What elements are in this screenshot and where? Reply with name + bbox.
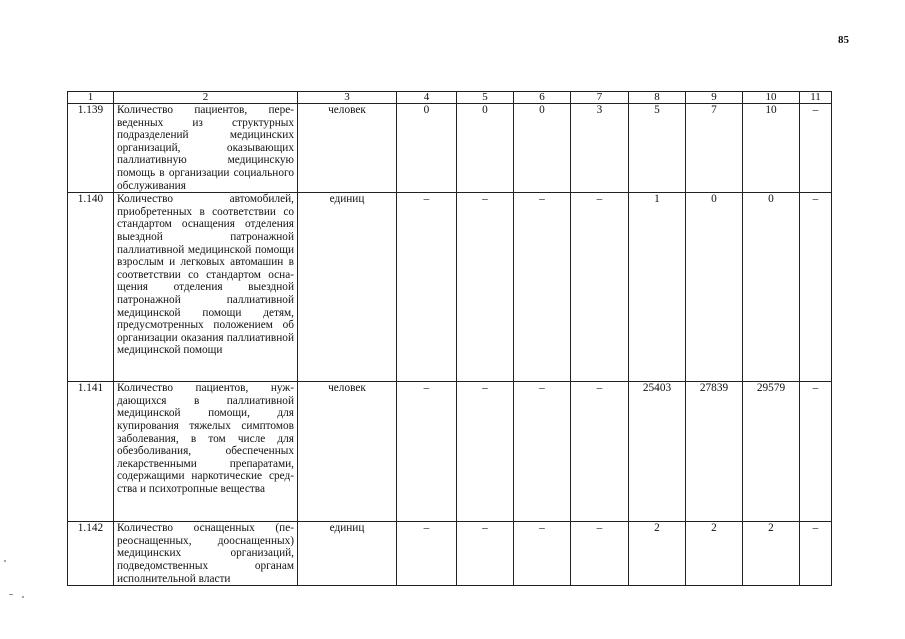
column-number: 4	[397, 92, 457, 104]
row-value: 0	[457, 104, 514, 193]
row-value: 7	[686, 104, 743, 193]
scan-speck	[22, 596, 24, 598]
row-value: 0	[397, 104, 457, 193]
row-description: Количество пациентов, нуждающихся в паллиативной медицинской помощи, для купирования тяжелых симптомов заболевания, в том числе для обезболивания, обеспеченных лекарственными препаратами, содержащими наркотические средства и психотропные вещества	[114, 382, 298, 522]
row-value: –	[514, 522, 571, 586]
row-value: 10	[743, 104, 800, 193]
row-value: 0	[514, 104, 571, 193]
row-unit: единиц	[298, 522, 397, 586]
row-value: 27839	[686, 382, 743, 522]
row-value: 2	[743, 522, 800, 586]
row-value: –	[800, 104, 832, 193]
row-value: 29579	[743, 382, 800, 522]
row-value: –	[800, 382, 832, 522]
row-value: –	[514, 382, 571, 522]
row-number: 1.142	[68, 522, 114, 586]
row-value: 2	[686, 522, 743, 586]
column-number: 10	[743, 92, 800, 104]
row-number: 1.140	[68, 193, 114, 382]
column-number: 5	[457, 92, 514, 104]
row-description: Количество автомобилей, приобретенных в соответствии со стандартом оснащения отделения выездной патронажной паллиативной медицинской помощи взрослым и легковых автомашин в соответствии со стандартом оснащения отделения выездной патронажной паллиативной медицинской помощи детям, предусмотренных положением об организации оказания паллиативной медицинской помощи	[114, 193, 298, 382]
scan-speck	[9, 594, 13, 595]
row-value: 5	[629, 104, 686, 193]
row-description: Количество оснащенных (переоснащенных, дооснащенных) медицинских организаций, подведомственных органам исполнительной власти	[114, 522, 298, 586]
row-value: –	[397, 522, 457, 586]
row-description: Количество пациентов, переведенных из структурных подразделений медицинских организаций, оказывающих паллиативную медицинскую помощь в организации социального обслуживания	[114, 104, 298, 193]
row-value: –	[397, 382, 457, 522]
row-value: –	[800, 193, 832, 382]
row-value: 3	[571, 104, 629, 193]
column-number: 8	[629, 92, 686, 104]
row-number: 1.141	[68, 382, 114, 522]
row-value: –	[571, 522, 629, 586]
column-number: 6	[514, 92, 571, 104]
row-value: –	[800, 522, 832, 586]
column-numbers-row	[68, 92, 832, 104]
row-value: –	[457, 522, 514, 586]
scan-speck	[4, 560, 6, 562]
table-row	[68, 522, 832, 586]
row-value: –	[397, 193, 457, 382]
page-number: 85	[838, 34, 849, 46]
column-number: 1	[68, 92, 114, 104]
column-number: 7	[571, 92, 629, 104]
row-number: 1.139	[68, 104, 114, 193]
row-value: –	[457, 193, 514, 382]
table-row	[68, 104, 832, 193]
column-number: 9	[686, 92, 743, 104]
row-value: –	[457, 382, 514, 522]
indicators-table-container	[67, 91, 831, 586]
row-value: 1	[629, 193, 686, 382]
column-number: 3	[298, 92, 397, 104]
table-row	[68, 382, 832, 522]
column-number: 11	[800, 92, 832, 104]
row-value: 0	[743, 193, 800, 382]
column-number: 2	[114, 92, 298, 104]
table-row	[68, 193, 832, 382]
row-value: 0	[686, 193, 743, 382]
row-unit: человек	[298, 382, 397, 522]
row-unit: единиц	[298, 193, 397, 382]
row-value: –	[514, 193, 571, 382]
indicators-table	[67, 91, 832, 586]
row-unit: человек	[298, 104, 397, 193]
row-value: 2	[629, 522, 686, 586]
row-value: –	[571, 193, 629, 382]
row-value: 25403	[629, 382, 686, 522]
row-value: –	[571, 382, 629, 522]
